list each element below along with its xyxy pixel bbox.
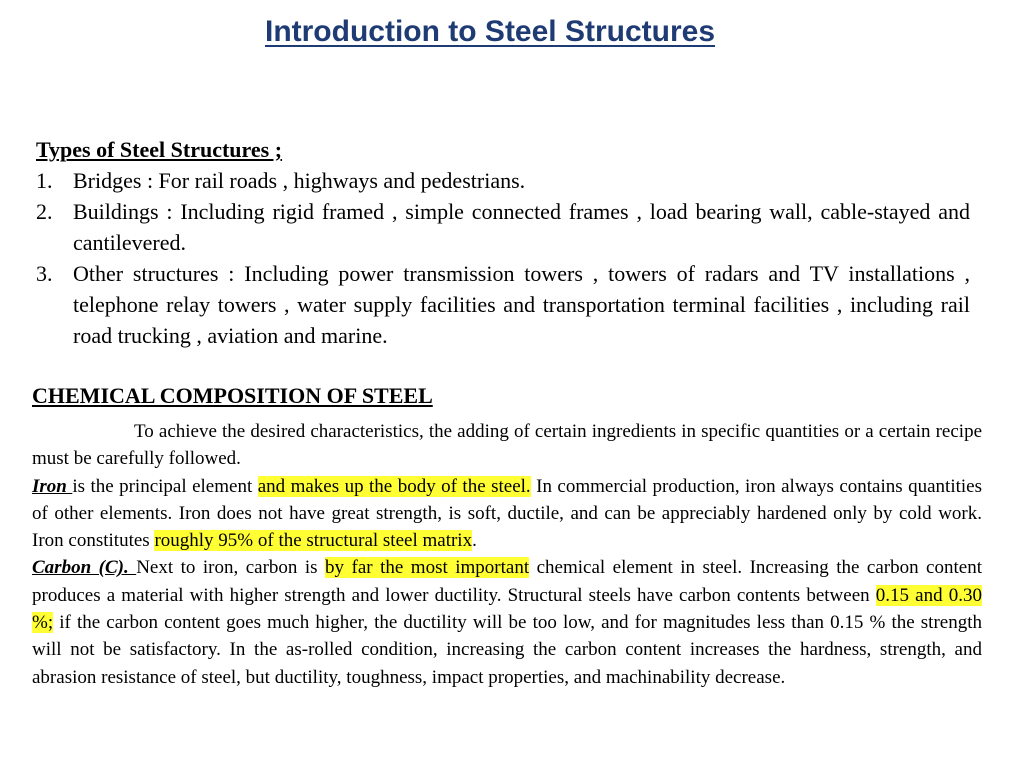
types-heading: Types of Steel Structures ;	[36, 137, 283, 162]
chemical-body	[32, 418, 982, 691]
carbon-text-3: if the carbon content goes much higher, the ductility will be too low, and for magnitudes less than 0.15 % the strength will not be satisfactory. In the as-rolled condition, increasing the carbon content increases the hardness, strength, and abrasion resistance of steel, but ductility, toughness, impact properties, and machinability decrease.	[32, 612, 982, 688]
list-number: 1.	[36, 168, 53, 193]
carbon-paragraph	[32, 554, 982, 690]
list-item-text: Other structures : Including power transmission towers , towers of radars and TV installations , telephone relay towers , water supply facilities and transportation terminal facilities , including rail road trucking , aviation and marine.	[73, 261, 970, 348]
carbon-text-1: Next to iron, carbon is	[136, 557, 326, 579]
list-number: 2.	[36, 199, 53, 224]
iron-text-1: is the principal element	[72, 475, 258, 497]
intro-paragraph	[32, 418, 982, 473]
iron-text-3: .	[472, 530, 477, 552]
page-title: Introduction to Steel Structures	[264, 15, 716, 48]
carbon-term: Carbon (C).	[32, 557, 137, 579]
carbon-highlight-2: 0.15 and 0.30 %;	[32, 584, 982, 634]
types-list	[36, 165, 970, 351]
iron-highlight-2: roughly 95% of the structural steel matrix	[154, 530, 473, 552]
iron-term: Iron	[32, 475, 73, 497]
list-number: 3.	[36, 261, 53, 286]
list-item	[36, 258, 970, 351]
carbon-text-2: chemical element in steel. Increasing the carbon content produces a material with higher strength and lower ductility. Structural steels have carbon contents between	[32, 557, 982, 606]
iron-text-2: In commercial production, iron always contains quantities of other elements. Iron does not have great strength, is soft, ductile, and can be appreciably hardened only by cold work. Iron constitutes	[32, 475, 982, 552]
list-item	[36, 196, 970, 258]
types-section	[36, 134, 970, 351]
iron-paragraph	[32, 473, 982, 555]
iron-highlight-1: and makes up the body of the steel.	[257, 475, 531, 497]
list-item-text: Bridges : For rail roads , highways and pedestrians.	[73, 168, 526, 193]
list-item	[36, 165, 970, 196]
chemical-heading: CHEMICAL COMPOSITION OF STEEL	[32, 383, 433, 408]
intro-text: To achieve the desired characteristics, the adding of certain ingredients in specific quantities or a certain recipe must be carefully followed.	[32, 421, 982, 470]
carbon-highlight-1: by far the most important	[325, 557, 530, 579]
list-item-text: Buildings : Including rigid framed , simple connected frames , load bearing wall, cable-stayed and cantilevered.	[73, 199, 970, 255]
